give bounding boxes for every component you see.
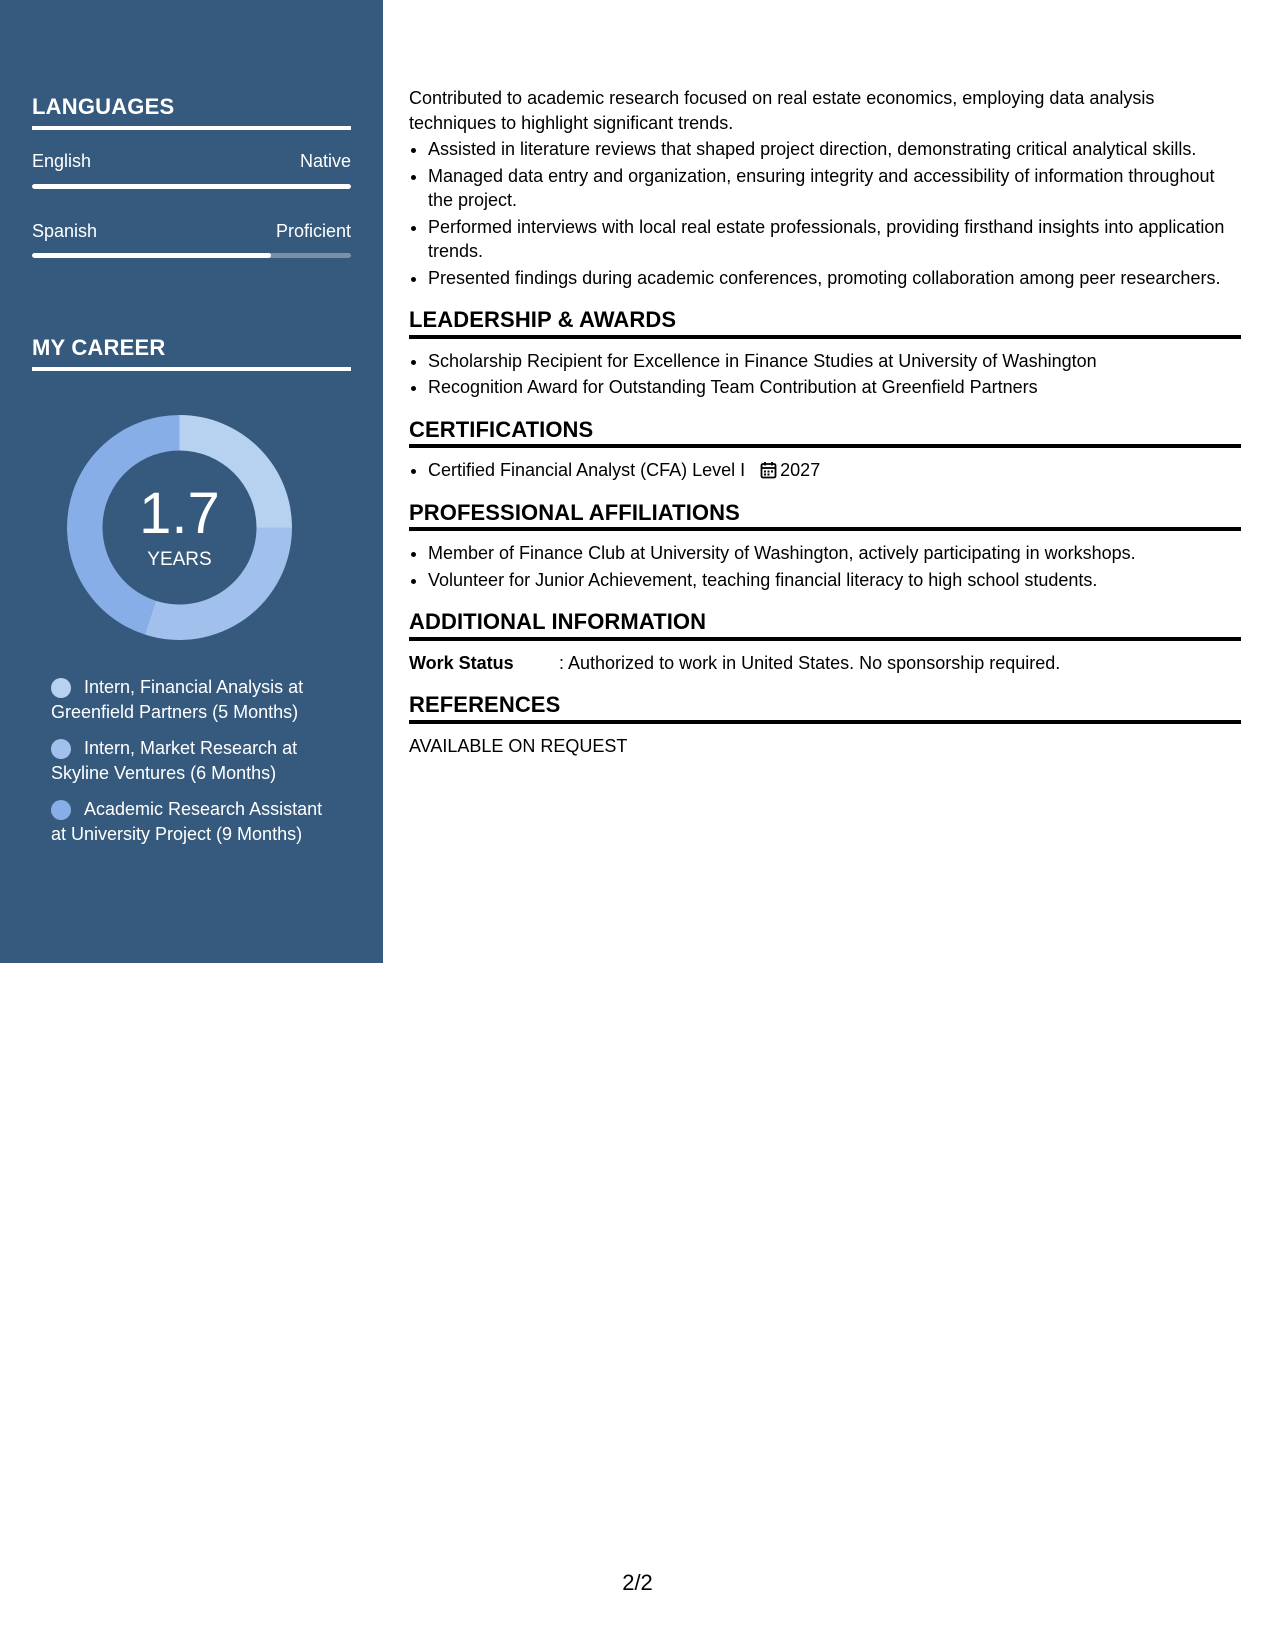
experience-bullets <box>409 137 1241 290</box>
legend-dot <box>51 739 71 759</box>
career-total-unit: YEARS <box>147 549 212 570</box>
list-item: • Volunteer for Junior Achievement, teaching financial literacy to high school students. <box>428 568 1241 593</box>
affiliations-list <box>409 541 1241 592</box>
main-content <box>409 86 1241 758</box>
list-item: • Performed interviews with local real estate professionals, providing firsthand insights into application trends. <box>428 215 1241 264</box>
career-legend-label: Academic Research Assistant at University Project (9 Months) <box>51 799 323 844</box>
sidebar <box>0 0 383 963</box>
leadership-list <box>409 349 1241 400</box>
list-item: • Scholarship Recipient for Excellence in Finance Studies at University of Washington <box>428 349 1241 374</box>
language-level: Proficient <box>275 221 351 241</box>
list-item <box>428 458 1241 483</box>
language-bar-english <box>32 184 351 189</box>
language-name: Spanish <box>32 221 98 241</box>
certification-year: 2027 <box>780 460 821 480</box>
certification-name: Certified Financial Analyst (CFA) Level I <box>428 460 746 480</box>
career-legend-label: Intern, Financial Analysis at Greenfield Partners (5 Months) <box>51 677 304 722</box>
certification-date <box>760 460 820 480</box>
affiliations-title: PROFESSIONAL AFFILIATIONS <box>409 501 1241 532</box>
career-heading: MY CAREER <box>32 335 351 371</box>
leadership-title: LEADERSHIP & AWARDS <box>409 308 1241 339</box>
language-row-english <box>32 151 351 172</box>
career-legend-item <box>51 675 341 724</box>
additional-info-title: ADDITIONAL INFORMATION <box>409 610 1241 641</box>
language-bar-fill <box>32 253 271 258</box>
work-status-value: : Authorized to work in United States. No sponsorship required. <box>559 652 1061 673</box>
career-legend-item <box>51 797 341 846</box>
language-row-spanish <box>32 221 351 242</box>
references-text: AVAILABLE ON REQUEST <box>409 735 628 756</box>
language-bar-spanish <box>32 253 351 258</box>
certifications-title: CERTIFICATIONS <box>409 418 1241 449</box>
certifications-list <box>409 458 1241 483</box>
career-donut-chart <box>67 415 292 640</box>
career-legend-label: Intern, Market Research at Skyline Ventures (6 Months) <box>51 738 298 783</box>
work-status-row <box>409 651 1241 676</box>
legend-dot <box>51 800 71 820</box>
language-bar-fill <box>32 184 351 189</box>
list-item: • Presented findings during academic conferences, promoting collaboration among peer researchers. <box>428 266 1241 291</box>
legend-dot <box>51 678 71 698</box>
experience-intro: Contributed to academic research focused on real estate economics, employing data analysis techniques to highlight significant trends. <box>409 88 1155 133</box>
career-legend <box>51 675 341 858</box>
career-total-value: 1.7 <box>139 481 220 546</box>
career-donut-center <box>67 415 292 640</box>
language-name: English <box>32 151 92 171</box>
language-level: Native <box>299 151 351 171</box>
page-number: 2/2 <box>622 1570 653 1595</box>
list-item: • Recognition Award for Outstanding Team Contribution at Greenfield Partners <box>428 375 1241 400</box>
list-item: • Assisted in literature reviews that shaped project direction, demonstrating critical analytical skills. <box>428 137 1241 162</box>
work-status-label: Work Status <box>409 652 514 673</box>
career-legend-item <box>51 736 341 785</box>
calendar-icon <box>760 461 777 479</box>
languages-heading: LANGUAGES <box>32 94 351 130</box>
list-item: • Member of Finance Club at University of Washington, actively participating in workshops. <box>428 541 1241 566</box>
references-title: REFERENCES <box>409 693 1241 724</box>
list-item: • Managed data entry and organization, ensuring integrity and accessibility of information throughout the project. <box>428 164 1241 213</box>
